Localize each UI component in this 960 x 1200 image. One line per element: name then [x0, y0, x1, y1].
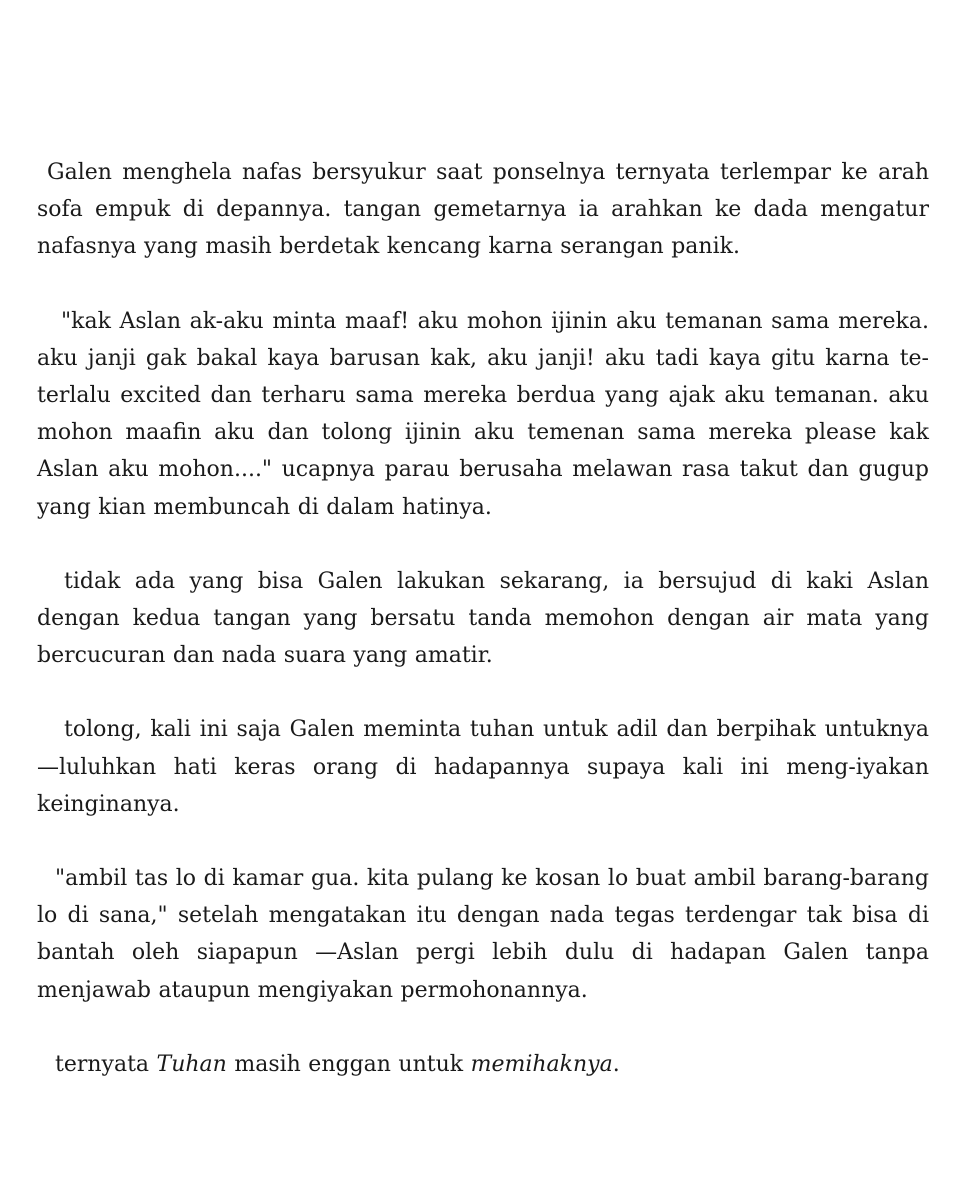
paragraph-5: "ambil tas lo di kamar gua. kita pulang ke kosan lo buat ambil barang-barang lo di sana," setelah mengatakan itu dengan nada tegas terdengar tak bisa di bantah oleh siapapun —Aslan pergi lebih dulu di hadapan Galen tanpa menjawab ataupun mengiyakan permohonannya. [37, 866, 929, 1003]
paragraph-2: "kak Aslan ak-aku minta maaf! aku mohon ijinin aku temanan sama mereka. aku janji gak bakal kaya barusan kak, aku janji! aku tadi kaya gitu karna te-terlalu excited dan terharu sama mereka berdua yang ajak aku temanan. aku mohon maafin aku dan tolong ijinin aku temenan sama mereka please kak Aslan aku mohon...." ucapnya parau berusaha melawan rasa takut dan gugup yang kian membuncah di dalam hatinya. [37, 308, 929, 520]
paragraph-4: tolong, kali ini saja Galen meminta tuhan untuk adil dan berpihak untuknya —luluhkan hati keras orang di hadapannya supaya kali ini meng-iyakan keinginanya. [37, 717, 929, 817]
paragraph-1: Galen menghela nafas bersyukur saat ponselnya ternyata terlempar ke arah sofa empuk di depannya. tangan gemetarnya ia arahkan ke dada mengatur nafasnya yang masih berdetak kencang karna serangan panik. [37, 160, 929, 260]
paragraph-6-italic-memihaknya: memihaknya [470, 1051, 613, 1077]
paragraph-6-text-1: ternyata [55, 1051, 157, 1077]
paragraph-6-text-3: . [612, 1051, 620, 1077]
paragraph-6-italic-tuhan: Tuhan [156, 1051, 227, 1077]
paragraph-6-text-2: masih enggan untuk [226, 1051, 471, 1077]
paragraph-3: tidak ada yang bisa Galen lakukan sekarang, ia bersujud di kaki Aslan dengan kedua tangan yang bersatu tanda memohon dengan air mata yang bercucuran dan nada suara yang amatir. [37, 568, 929, 669]
story-text [37, 154, 929, 1083]
paragraph-6 [37, 1046, 929, 1083]
